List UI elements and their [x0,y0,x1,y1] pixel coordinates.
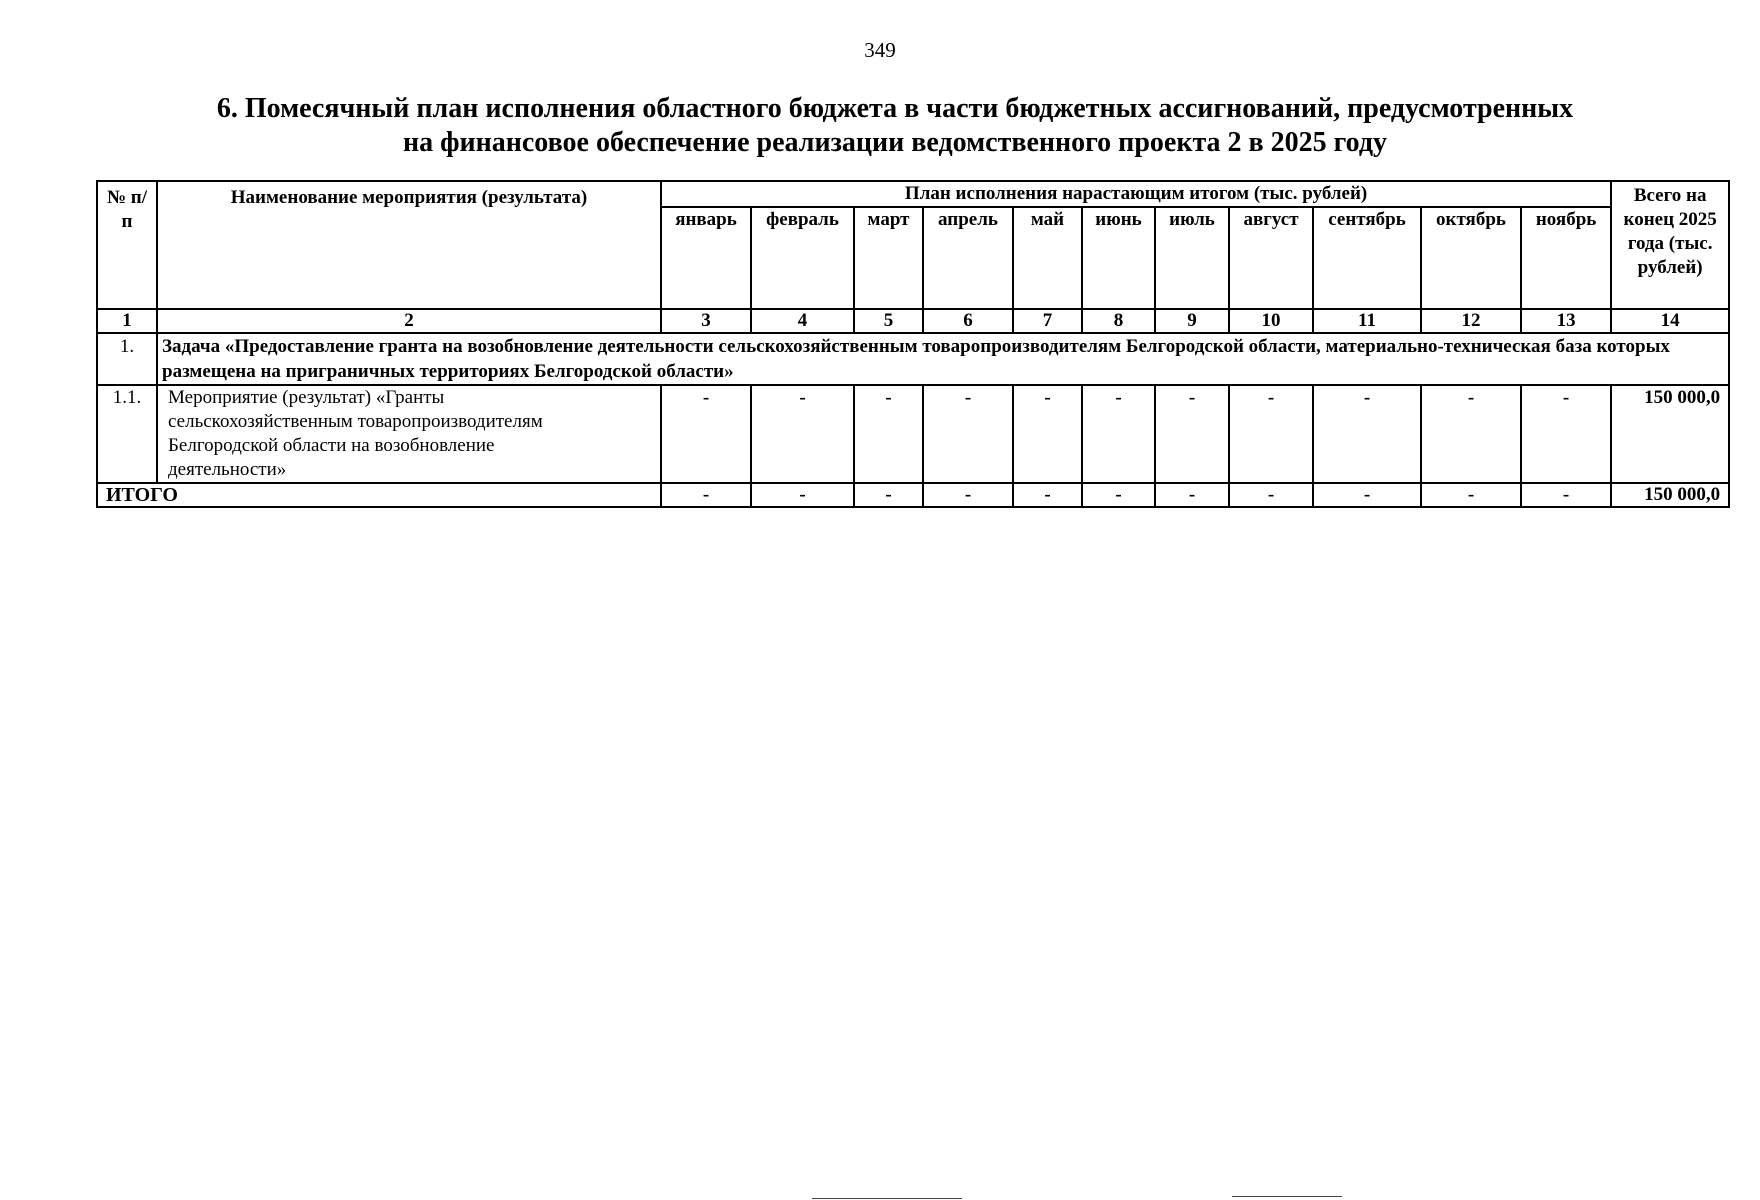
header-month: май [1013,207,1082,309]
column-number: 14 [1611,309,1729,333]
column-number: 8 [1082,309,1155,333]
total-month-value: - [1313,483,1421,507]
header-plan-group: План исполнения нарастающим итогом (тыс. рублей) [661,181,1611,207]
column-number: 12 [1421,309,1521,333]
event-month-value: - [1013,385,1082,483]
event-month-value: - [1155,385,1229,483]
total-month-value: - [1082,483,1155,507]
total-month-value: - [1229,483,1313,507]
total-month-value: - [751,483,854,507]
footer-rule-right [1232,1196,1342,1197]
column-number-row [97,309,1729,333]
total-month-value: - [1155,483,1229,507]
grand-total-value: 150 000,0 [1611,483,1729,507]
column-number: 9 [1155,309,1229,333]
event-month-value: - [1313,385,1421,483]
total-month-value: - [1521,483,1611,507]
event-row [97,385,1729,483]
column-number: 6 [923,309,1013,333]
event-month-value: - [1082,385,1155,483]
event-month-value: - [661,385,751,483]
event-month-value: - [1229,385,1313,483]
column-number: 3 [661,309,751,333]
event-month-value: - [923,385,1013,483]
column-number: 4 [751,309,854,333]
column-number: 2 [157,309,661,333]
header-month: март [854,207,923,309]
page-number: 349 [864,38,896,62]
header-month: август [1229,207,1313,309]
task-index: 1. [97,333,157,385]
event-month-value: - [854,385,923,483]
event-total-value: 150 000,0 [1611,385,1729,483]
header-month: январь [661,207,751,309]
total-month-value: - [923,483,1013,507]
column-number: 5 [854,309,923,333]
column-number: 10 [1229,309,1313,333]
event-index: 1.1. [97,385,157,483]
total-month-value: - [661,483,751,507]
event-month-value: - [751,385,854,483]
event-month-value: - [1521,385,1611,483]
footer-rule-left [812,1198,962,1199]
total-month-value: - [854,483,923,507]
total-label: ИТОГО [97,483,661,507]
header-month: июнь [1082,207,1155,309]
task-text: Задача «Предоставление гранта на возобновление деятельности сельскохозяйственным товаропроизводителям Белгородской области, материально-техническая база которых размещена на приграничных территориях Белгородской области» [157,333,1729,385]
budget-plan-table [96,180,1730,508]
header-month: октябрь [1421,207,1521,309]
column-number: 7 [1013,309,1082,333]
title-line-2: на финансовое обеспечение реализации ведомственного проекта 2 в 2025 году [402,127,1388,158]
document-title [0,92,1760,160]
column-number: 11 [1313,309,1421,333]
title-line-1: 6. Помесячный план исполнения областного бюджета в части бюджетных ассигнований, предусмотренных [216,93,1574,124]
column-number: 1 [97,309,157,333]
total-row [97,483,1729,507]
header-num: № п/п [97,181,157,309]
header-month: сентябрь [1313,207,1421,309]
header-month: ноябрь [1521,207,1611,309]
header-total: Всего на конец 2025 года (тыс. рублей) [1611,181,1729,309]
header-month: февраль [751,207,854,309]
header-month: апрель [923,207,1013,309]
total-month-value: - [1013,483,1082,507]
column-number: 13 [1521,309,1611,333]
header-row-top [97,181,1729,207]
task-row [97,333,1729,385]
event-name: Мероприятие (результат) «Гранты сельскохозяйственным товаропроизводителям Белгородской области на возобновление деятельности» [157,385,661,483]
header-name: Наименование мероприятия (результата) [157,181,661,309]
header-month: июль [1155,207,1229,309]
total-month-value: - [1421,483,1521,507]
event-month-value: - [1421,385,1521,483]
